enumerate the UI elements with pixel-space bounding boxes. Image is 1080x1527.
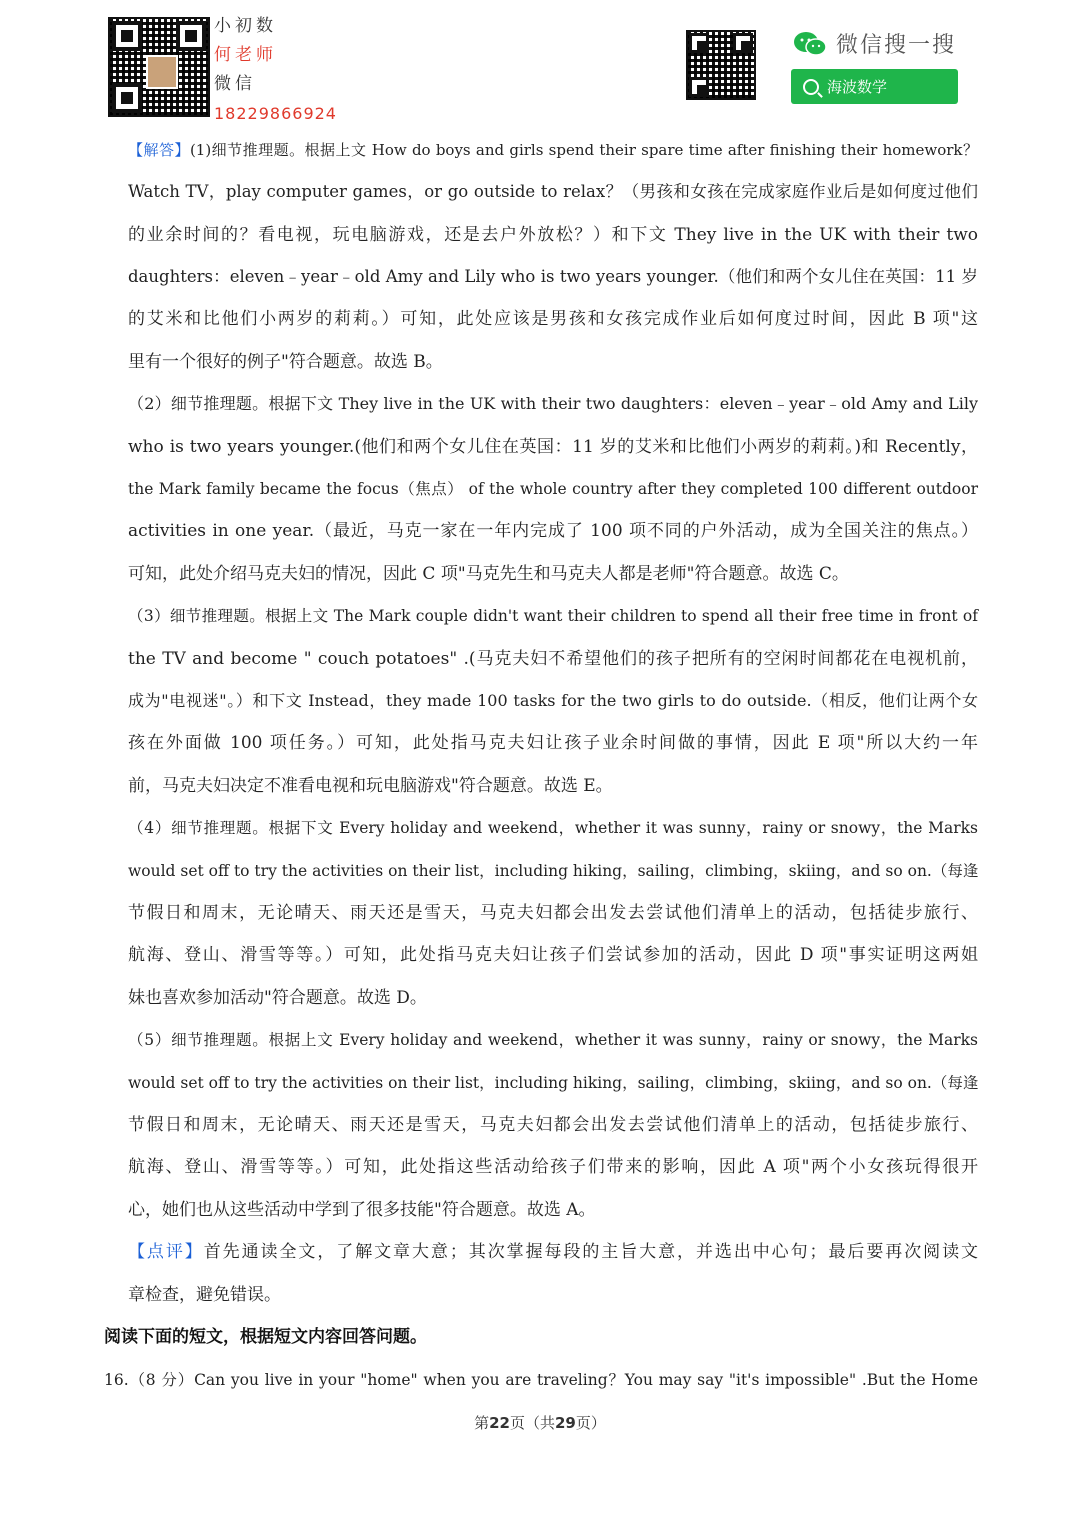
line-text: would set off to try the activities on their list，including hiking，sailing，climbing，skiing，and so on.（每逢	[128, 1074, 979, 1092]
page-footer	[0, 1412, 1080, 1433]
text-line	[128, 771, 978, 801]
section-tag: 【点评】	[128, 1242, 204, 1262]
line-text: (1)细节推理题。根据上文 How do boys and girls spend their spare time after finishing their homework？	[189, 141, 978, 159]
text-line	[128, 601, 978, 631]
text-line	[104, 1322, 978, 1352]
line-text: the Mark family became the focus（焦点） of the whole country after they completed 100 different outdoor	[128, 480, 978, 498]
teacher-phone: 18229866924	[214, 104, 337, 123]
page-header	[0, 0, 1080, 123]
text-line	[128, 644, 978, 674]
line-text: 的艾米和比他们小两岁的莉莉。）可知，此处应该是男孩和女孩完成作业后如何度过时间，因此 B 项"这	[128, 309, 978, 329]
teacher-line: 何老师	[214, 45, 277, 65]
line-text: 航海、登山、滑雪等等。）可知，此处指这些活动给孩子们带来的影响，因此 A 项"两个小女孩玩得很开	[128, 1157, 978, 1177]
text-line	[128, 135, 978, 165]
line-text: the TV and become " couch potatoes" .(马克夫妇不希望他们的孩子把所有的空闲时间都花在电视机前，	[128, 649, 978, 669]
line-text: 节假日和周末，无论晴天、雨天还是雪天，马克夫妇都会出发去尝试他们清单上的活动，包括徒步旅行、	[128, 1115, 978, 1135]
text-line	[128, 940, 978, 970]
line-text: daughters：eleven﹣year﹣old Amy and Lily who is two years younger.（他们和两个女儿住在英国：11 岁	[128, 267, 978, 286]
line-text: （3）细节推理题。根据上文 The Mark couple didn't want their children to spend all their free time in front of	[128, 607, 978, 625]
teacher-line: 小初数	[214, 16, 277, 36]
page-number: 22	[489, 1414, 510, 1432]
text-line	[128, 1068, 978, 1098]
line-text: （2）细节推理题。根据下文 They live in the UK with their two daughters：eleven﹣year﹣old Amy and Lily	[128, 394, 978, 413]
line-text: 航海、登山、滑雪等等。）可知，此处指马克夫妇让孩子们尝试参加的活动，因此 D 项"事实证明这两姐	[128, 945, 978, 965]
line-text: 章检查，避免错误。	[128, 1285, 281, 1305]
footer-suffix: 页）	[575, 1414, 606, 1432]
line-text: 节假日和周末，无论晴天、雨天还是雪天，马克夫妇都会出发去尝试他们清单上的活动，包括徒步旅行、	[128, 903, 978, 923]
text-line	[128, 220, 978, 250]
text-line	[128, 856, 978, 886]
footer-mid: 页（共	[509, 1414, 555, 1432]
search-icon	[803, 79, 819, 95]
wechat-search-label: 海波数学	[827, 78, 888, 96]
line-text: 16.（8 分）Can you live in your "home" when you are traveling？You may say "it's impossible" .But the Home	[104, 1371, 978, 1389]
line-text: 可知，此处介绍马克夫妇的情况，因此 C 项"马克先生和马克夫人都是老师"符合题意。故选 C。	[128, 564, 849, 584]
text-line	[128, 177, 978, 207]
text-line	[128, 813, 978, 843]
text-line	[128, 432, 978, 462]
text-line	[128, 983, 978, 1013]
line-text: activities in one year.（最近，马克一家在一年内完成了 100 项不同的户外活动，成为全国关注的焦点。）	[128, 521, 978, 541]
qr-code-icon	[108, 17, 210, 117]
wechat-logo-icon	[793, 31, 827, 57]
line-text: would set off to try the activities on their list，including hiking，sailing，climbing，skiing，and so on.（每逢	[128, 862, 979, 880]
text-line	[128, 347, 978, 377]
text-line	[128, 1195, 978, 1225]
text-line	[128, 389, 978, 419]
text-line	[128, 1110, 978, 1140]
line-text: 首先通读全文，了解文章大意；其次掌握每段的主旨大意，并选出中心句；最后要再次阅读文	[203, 1242, 979, 1262]
text-line	[128, 1025, 978, 1055]
line-text: 的业余时间的？看电视，玩电脑游戏，还是去户外放松？）和下文 They live in the UK with their two	[128, 225, 978, 245]
text-line	[128, 304, 978, 334]
text-line	[128, 728, 978, 758]
page-total: 29	[555, 1414, 576, 1432]
text-line	[128, 516, 978, 546]
text-line	[128, 898, 978, 928]
line-text: 阅读下面的短文，根据短文内容回答问题。	[104, 1327, 427, 1347]
wechat-search-button[interactable]	[791, 69, 958, 104]
text-line	[128, 686, 978, 716]
line-text: 孩在外面做 100 项任务。）可知，此处指马克夫妇让孩子业余时间做的事情，因此 E 项"所以大约一年	[128, 733, 978, 753]
qr-code-icon	[686, 30, 756, 100]
line-text: 里有一个很好的例子"符合题意。故选 B。	[128, 352, 443, 372]
footer-prefix: 第	[474, 1414, 490, 1432]
text-line	[128, 559, 978, 589]
section-tag: 【解答】	[128, 141, 190, 159]
text-line	[128, 262, 978, 292]
line-text: who is two years younger.(他们和两个女儿住在英国：11 岁的艾米和比他们小两岁的莉莉。)和 Recently，	[128, 437, 978, 457]
text-line	[128, 1237, 978, 1267]
teacher-line: 微信	[214, 74, 256, 94]
text-line	[128, 1152, 978, 1182]
line-text: （5）细节推理题。根据上文 Every holiday and weekend，whether it was sunny，rainy or snowy，the Marks	[128, 1031, 978, 1049]
text-line	[128, 1280, 978, 1310]
line-text: （4）细节推理题。根据下文 Every holiday and weekend，whether it was sunny，rainy or snowy，the Marks	[128, 819, 978, 837]
text-line	[104, 1365, 978, 1395]
line-text: 心，她们也从这些活动中学到了很多技能"符合题意。故选 A。	[128, 1200, 596, 1220]
line-text: 成为"电视迷"。）和下文 Instead，they made 100 tasks for the two girls to do outside.（相反，他们让两个女	[128, 691, 978, 710]
text-line	[128, 474, 978, 504]
line-text: Watch TV，play computer games，or go outside to relax？（男孩和女孩在完成家庭作业后是如何度过他们	[128, 182, 978, 201]
teacher-contact	[214, 12, 337, 128]
line-text: 妹也喜欢参加活动"符合题意。故选 D。	[128, 988, 427, 1008]
wechat-search-title: 微信搜一搜	[836, 33, 957, 58]
line-text: 前，马克夫妇决定不准看电视和玩电脑游戏"符合题意。故选 E。	[128, 776, 613, 796]
